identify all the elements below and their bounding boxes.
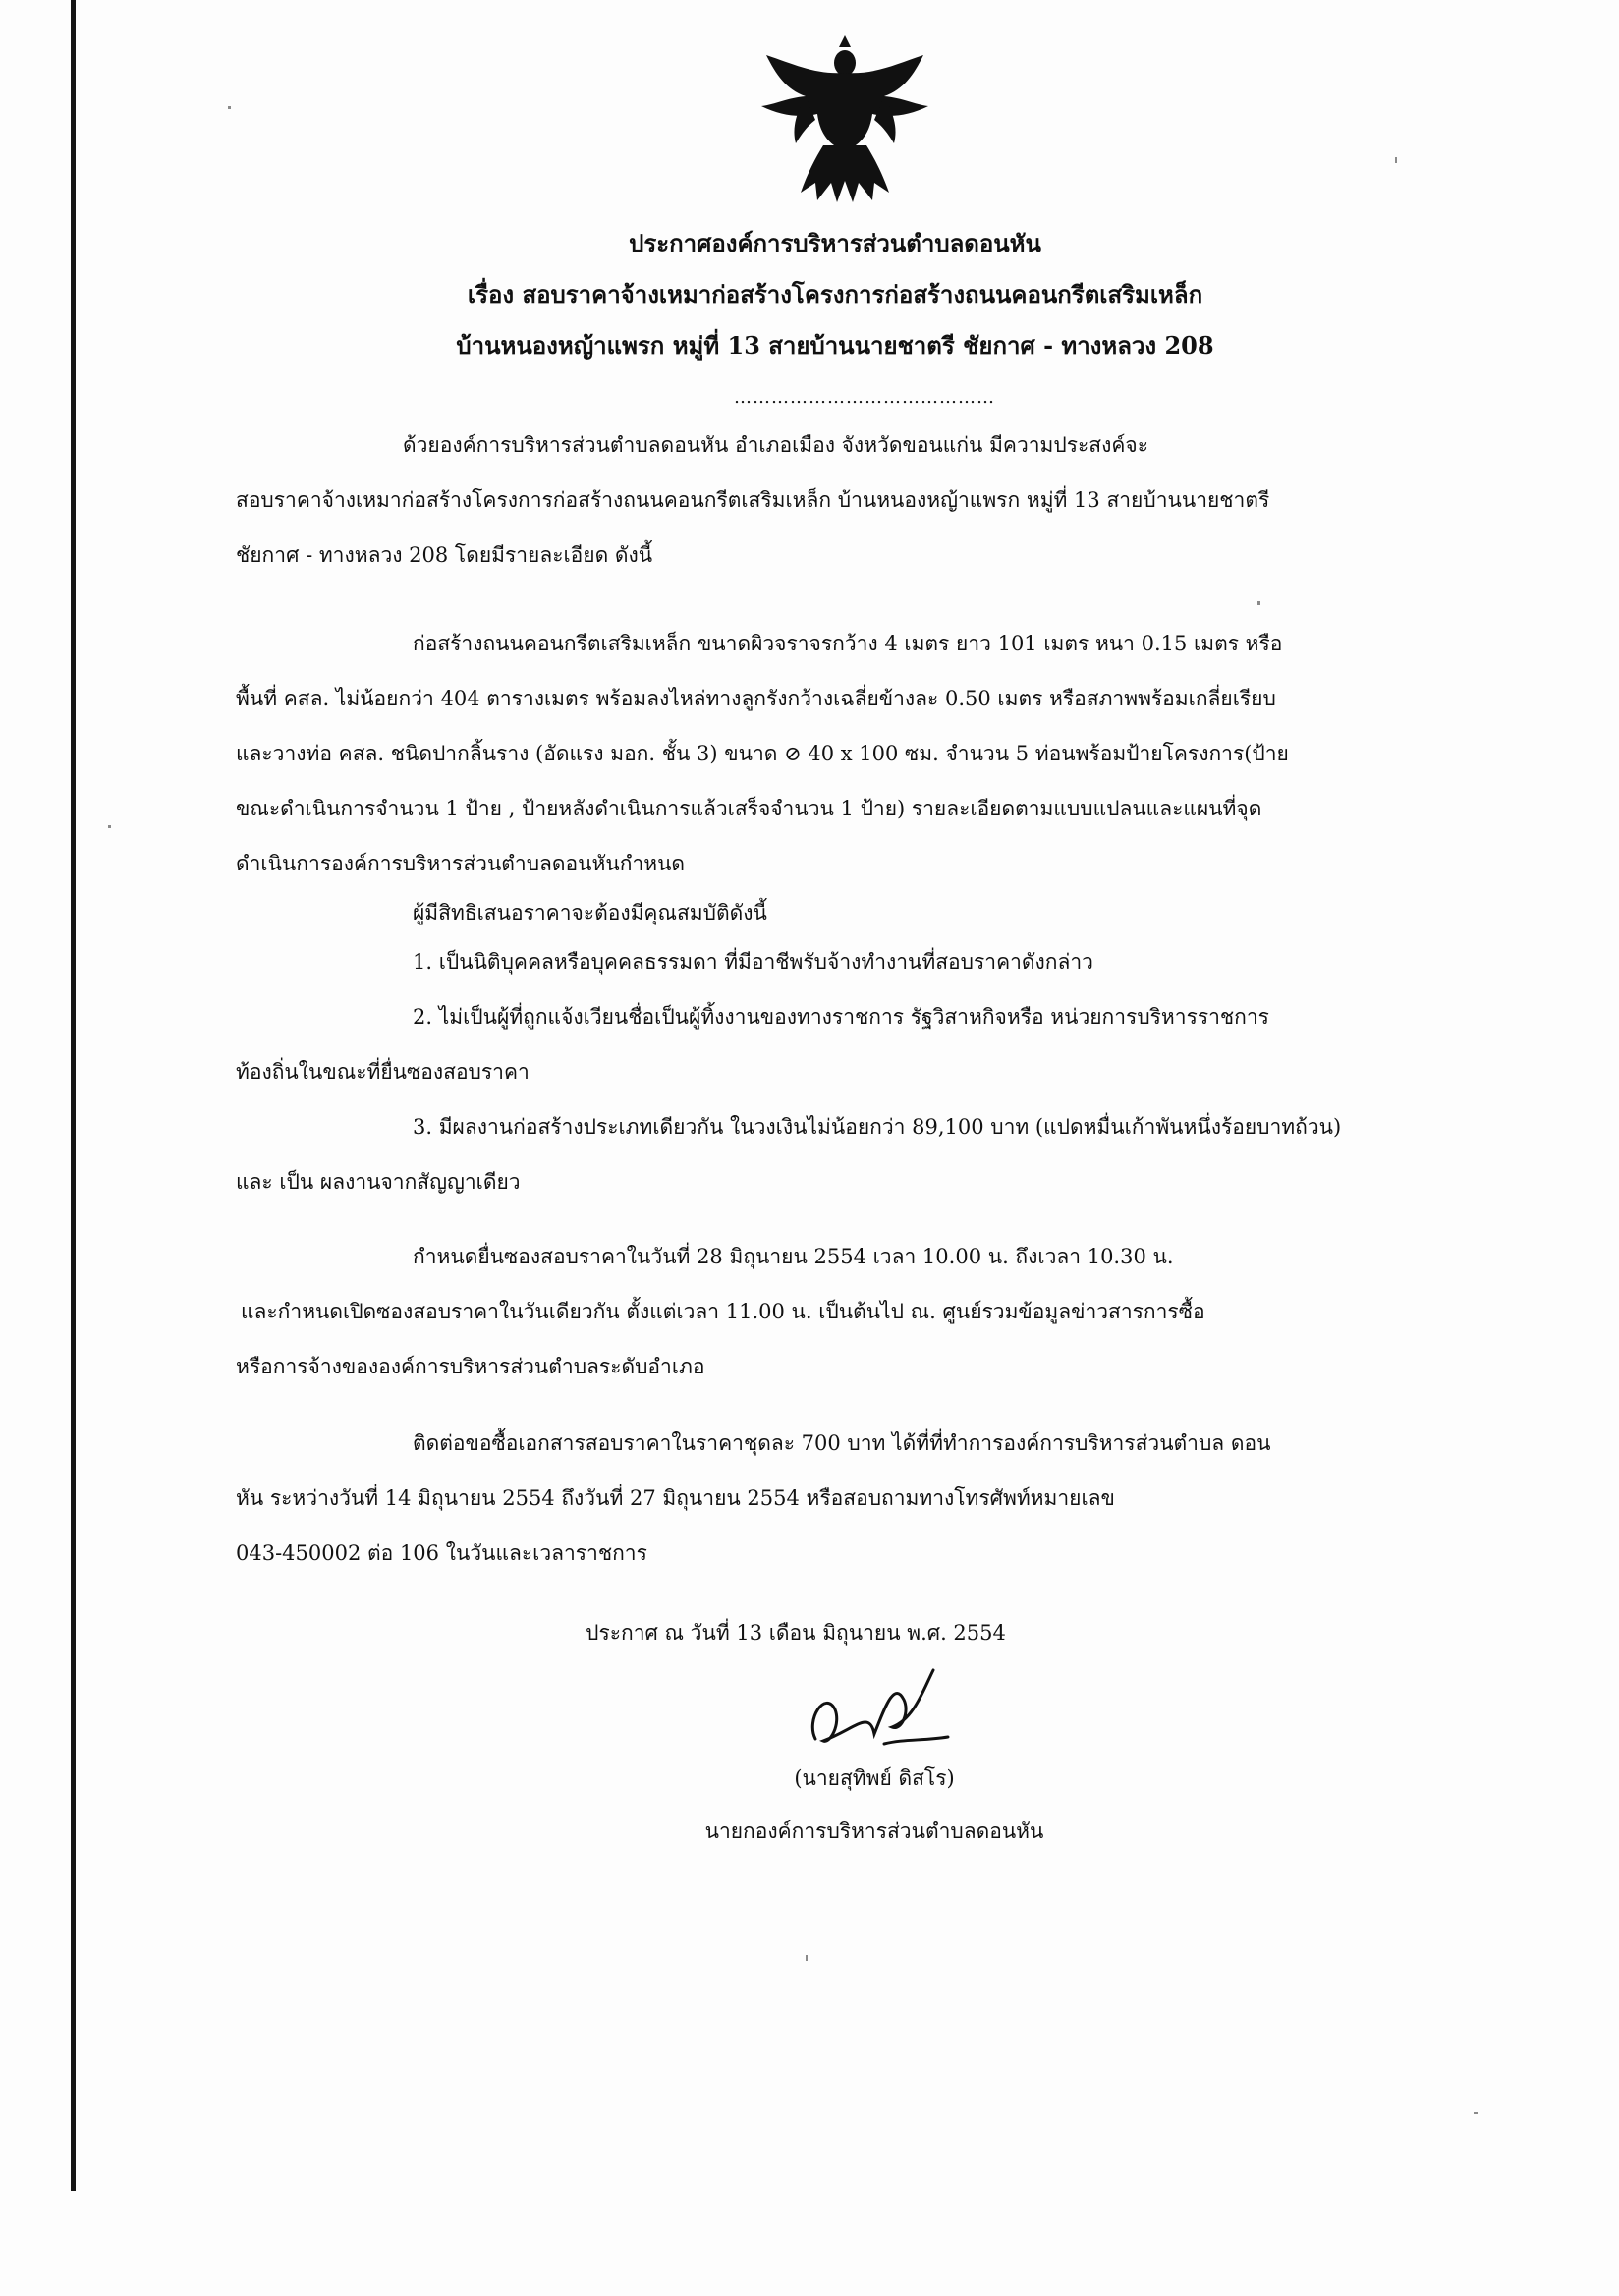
signer-title: นายกองค์การบริหารส่วนตำบลดอนหัน bbox=[704, 1820, 1044, 1843]
signer-name: (นายสุทิพย์ ดิสโร) bbox=[794, 1766, 955, 1790]
scan-speck bbox=[1395, 157, 1397, 163]
qualifications-title: ผู้มีสิทธิเสนอราคาจะต้องมีคุณสมบัติดังนี้ bbox=[413, 901, 767, 924]
qualification-item: และ เป็น ผลงานจากสัญญาเดียว bbox=[236, 1170, 521, 1194]
paragraph-2-line: พื้นที่ คสล. ไม่น้อยกว่า 404 ตารางเมตร พร้อมลงไหล่ทางลูกรังกว้างเฉลี่ยข้างละ 0.50 เมตร หรือสภาพพร้อมเกลี่ยเรียบ bbox=[236, 687, 1276, 710]
handwritten-signature bbox=[776, 1651, 992, 1759]
announcement-title: ประกาศองค์การบริหารส่วนตำบลดอนหัน bbox=[629, 229, 1041, 257]
qualification-item: 1. เป็นนิติบุคคลหรือบุคคลธรรมดา ที่มีอาชีพรับจ้างทำงานที่สอบราคาดังกล่าว bbox=[413, 950, 1093, 974]
qualification-item: 2. ไม่เป็นผู้ที่ถูกแจ้งเวียนชื่อเป็นผู้ทิ้งงานของทางราชการ รัฐวิสาหกิจหรือ หน่วยการบริหารราชการ bbox=[413, 1005, 1269, 1029]
announcement-date: ประกาศ ณ วันที่ 13 เดือน มิถุนายน พ.ศ. 2554 bbox=[586, 1621, 1006, 1645]
paragraph-1-line: ชัยกาศ - ทางหลวง 208 โดยมีรายละเอียด ดังนี้ bbox=[236, 543, 653, 567]
paragraph-3-line: กำหนดยื่นซองสอบราคาในวันที่ 28 มิถุนายน 2554 เวลา 10.00 น. ถึงเวลา 10.30 น. bbox=[413, 1245, 1174, 1268]
paragraph-4-line: หัน ระหว่างวันที่ 14 มิถุนายน 2554 ถึงวันที่ 27 มิถุนายน 2554 หรือสอบถามทางโทรศัพท์หมายเลข bbox=[236, 1486, 1115, 1510]
scan-speck bbox=[1474, 2112, 1478, 2114]
announcement-subject-location: บ้านหนองหญ้าแพรก หมู่ที่ 13 สายบ้านนายชาตรี ชัยกาศ - ทางหลวง 208 bbox=[456, 331, 1214, 360]
scan-edge-rule bbox=[71, 0, 76, 2191]
qualification-item: 3. มีผลงานก่อสร้างประเภทเดียวกัน ในวงเงินไม่น้อยกว่า 89,100 บาท (แปดหมื่นเก้าพันหนึ่งร้อยบาทถ้วน) bbox=[413, 1115, 1342, 1139]
paragraph-4-line: 043-450002 ต่อ 106 ในวันและเวลาราชการ bbox=[236, 1541, 647, 1565]
paragraph-3-line: และกำหนดเปิดซองสอบราคาในวันเดียวกัน ตั้งแต่เวลา 11.00 น. เป็นต้นไป ณ. ศูนย์รวมข้อมูลข่าวสารการซื้อ bbox=[241, 1300, 1205, 1323]
scan-speck bbox=[228, 106, 231, 109]
announcement-subject: เรื่อง สอบราคาจ้างเหมาก่อสร้างโครงการก่อสร้างถนนคอนกรีตเสริมเหล็ก bbox=[467, 280, 1203, 308]
scan-speck bbox=[1257, 601, 1260, 605]
paragraph-2-line: ดำเนินการองค์การบริหารส่วนตำบลดอนหันกำหนด bbox=[236, 852, 686, 875]
paragraph-2-line: ขณะดำเนินการจำนวน 1 ป้าย , ป้ายหลังดำเนินการแล้วเสร็จจำนวน 1 ป้าย) รายละเอียดตามแบบแปลนและแผนที่จุด bbox=[236, 797, 1262, 820]
scan-speck bbox=[806, 1955, 808, 1961]
scan-speck bbox=[108, 825, 111, 828]
paragraph-2-line: ก่อสร้างถนนคอนกรีตเสริมเหล็ก ขนาดผิวจราจรกว้าง 4 เมตร ยาว 101 เมตร หนา 0.15 เมตร หรือ bbox=[413, 632, 1283, 655]
paragraph-1-line: สอบราคาจ้างเหมาก่อสร้างโครงการก่อสร้างถนนคอนกรีตเสริมเหล็ก บ้านหนองหญ้าแพรก หมู่ที่ 13 สายบ้านนายชาตรี bbox=[236, 488, 1270, 512]
garuda-emblem-icon bbox=[747, 35, 943, 212]
paragraph-4-line: ติดต่อขอซื้อเอกสารสอบราคาในราคาชุดละ 700 บาท ได้ที่ที่ทำการองค์การบริหารส่วนตำบล ดอน bbox=[413, 1431, 1271, 1455]
paragraph-3-line: หรือการจ้างขององค์การบริหารส่วนตำบลระดับอำเภอ bbox=[236, 1355, 705, 1378]
title-separator: …………………………………… bbox=[734, 387, 995, 408]
paragraph-2-line: และวางท่อ คสล. ชนิดปากลิ้นราง (อัดแรง มอก. ชั้น 3) ขนาด ⊘ 40 x 100 ซม. จำนวน 5 ท่อนพร้อมป้ายโครงการ(ป้าย bbox=[236, 742, 1289, 765]
qualification-item: ท้องถิ่นในขณะที่ยื่นซองสอบราคา bbox=[236, 1060, 530, 1084]
paragraph-1-line: ด้วยองค์การบริหารส่วนตำบลดอนหัน อำเภอเมือง จังหวัดขอนแก่น มีความประสงค์จะ bbox=[403, 433, 1148, 457]
